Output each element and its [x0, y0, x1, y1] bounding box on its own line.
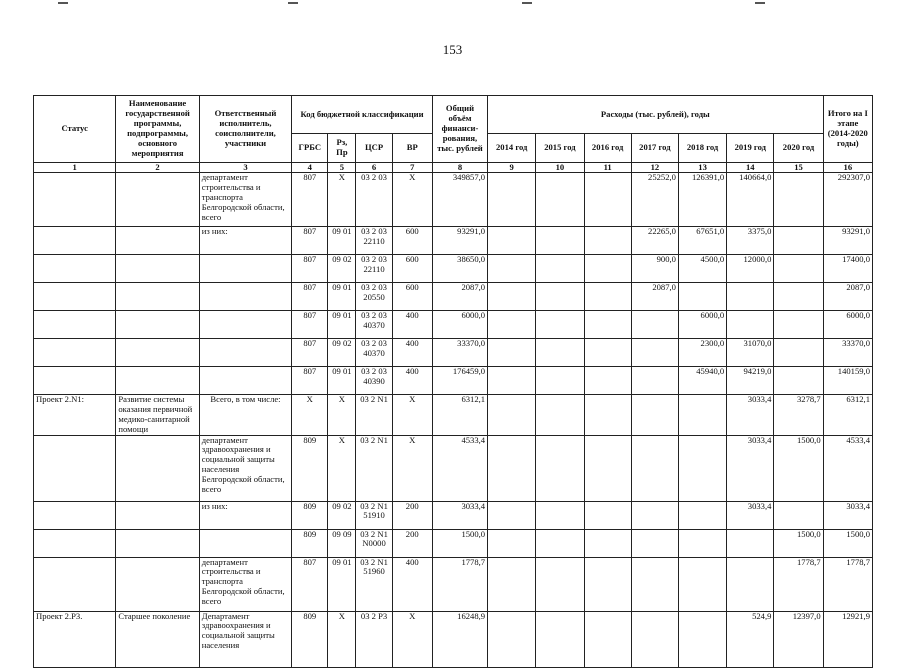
column-number-row — [34, 163, 873, 173]
cell-stage-total: 93291,0 — [823, 227, 872, 255]
cell-year-2017: 2087,0 — [631, 283, 678, 311]
cell-total: 38650,0 — [432, 255, 487, 283]
cell-rz-pr: Х — [328, 173, 356, 227]
cell-year-2015 — [536, 339, 584, 367]
cell-year-2014 — [488, 529, 536, 557]
cell-grbs: 807 — [292, 255, 328, 283]
cell-grbs: 809 — [292, 529, 328, 557]
table-row — [34, 529, 873, 557]
cell-stage-total: 12921,9 — [823, 611, 872, 667]
cell-executor: из них: — [199, 501, 291, 529]
cell-year-2017 — [631, 311, 678, 339]
cell-year-2014 — [488, 395, 536, 436]
cell-grbs: 807 — [292, 173, 328, 227]
column-number: 11 — [584, 163, 631, 173]
cell-year-2017 — [631, 611, 678, 667]
cell-csr: 03 2 03 22110 — [356, 227, 392, 255]
cell-year-2017 — [631, 339, 678, 367]
cell-stage-total: 17400,0 — [823, 255, 872, 283]
cell-year-2018: 2300,0 — [678, 339, 726, 367]
cell-rz-pr: 09 01 — [328, 227, 356, 255]
cell-executor: департамент строительства и транспорта Белгородской области, всего — [199, 173, 291, 227]
cell-year-2017: 25252,0 — [631, 173, 678, 227]
cell-status — [34, 339, 116, 367]
cell-vr: 600 — [392, 227, 432, 255]
cell-status — [34, 255, 116, 283]
cell-name — [116, 311, 199, 339]
cell-year-2019: 524,9 — [727, 611, 774, 667]
cell-year-2016 — [584, 435, 631, 501]
cell-rz-pr: 09 01 — [328, 283, 356, 311]
cell-stage-total: 6312,1 — [823, 395, 872, 436]
column-number: 1 — [34, 163, 116, 173]
cell-total: 2087,0 — [432, 283, 487, 311]
column-number: 9 — [488, 163, 536, 173]
cell-year-2017: 22265,0 — [631, 227, 678, 255]
cell-year-2014 — [488, 227, 536, 255]
header-status: Статус — [34, 96, 116, 163]
cell-status: Проект 2.Р3. — [34, 611, 116, 667]
cell-year-2020 — [774, 173, 823, 227]
cell-year-2015 — [536, 173, 584, 227]
cell-status — [34, 283, 116, 311]
column-number: 12 — [631, 163, 678, 173]
header-vr: ВР — [392, 134, 432, 163]
cell-year-2015 — [536, 255, 584, 283]
scan-mark — [522, 2, 532, 4]
cell-year-2016 — [584, 501, 631, 529]
cell-year-2019: 3033,4 — [727, 501, 774, 529]
cell-grbs: 807 — [292, 227, 328, 255]
cell-name — [116, 557, 199, 611]
cell-status — [34, 227, 116, 255]
cell-total: 349857,0 — [432, 173, 487, 227]
cell-vr: 600 — [392, 255, 432, 283]
cell-year-2020: 1778,7 — [774, 557, 823, 611]
table-row — [34, 435, 873, 501]
cell-year-2020 — [774, 339, 823, 367]
cell-rz-pr: 09 02 — [328, 501, 356, 529]
header-year-2018: 2018 год — [678, 134, 726, 163]
scan-mark — [288, 2, 298, 4]
header-year-2019: 2019 год — [727, 134, 774, 163]
cell-year-2019 — [727, 311, 774, 339]
cell-rz-pr: Х — [328, 611, 356, 667]
cell-csr: 03 2 03 40390 — [356, 367, 392, 395]
cell-year-2014 — [488, 173, 536, 227]
cell-name — [116, 283, 199, 311]
cell-vr: 600 — [392, 283, 432, 311]
cell-vr: Х — [392, 611, 432, 667]
cell-year-2018: 4500,0 — [678, 255, 726, 283]
cell-executor — [199, 529, 291, 557]
cell-total: 1500,0 — [432, 529, 487, 557]
column-number: 3 — [199, 163, 291, 173]
cell-status — [34, 367, 116, 395]
cell-year-2018: 67651,0 — [678, 227, 726, 255]
cell-executor: департамент здравоохранения и социальной защиты населения Белгородской области, всего — [199, 435, 291, 501]
table-row — [34, 557, 873, 611]
cell-stage-total: 292307,0 — [823, 173, 872, 227]
cell-total: 1778,7 — [432, 557, 487, 611]
table-row — [34, 339, 873, 367]
cell-name — [116, 255, 199, 283]
cell-vr: 400 — [392, 367, 432, 395]
cell-year-2018 — [678, 435, 726, 501]
cell-name: Развитие системы оказания первичной медико-санитарной помощи — [116, 395, 199, 436]
header-year-2015: 2015 год — [536, 134, 584, 163]
cell-year-2018: 6000,0 — [678, 311, 726, 339]
cell-stage-total: 4533,4 — [823, 435, 872, 501]
cell-grbs: 809 — [292, 611, 328, 667]
cell-grbs: 807 — [292, 311, 328, 339]
column-number: 5 — [328, 163, 356, 173]
cell-csr: 03 2 N1 N0000 — [356, 529, 392, 557]
cell-status — [34, 311, 116, 339]
cell-year-2016 — [584, 173, 631, 227]
page-number: 153 — [442, 42, 463, 57]
cell-year-2019: 31070,0 — [727, 339, 774, 367]
cell-year-2020 — [774, 367, 823, 395]
cell-vr: 200 — [392, 529, 432, 557]
cell-year-2020: 12397,0 — [774, 611, 823, 667]
table-body — [34, 173, 873, 668]
cell-csr: 03 2 03 20550 — [356, 283, 392, 311]
cell-year-2014 — [488, 283, 536, 311]
cell-executor — [199, 255, 291, 283]
cell-year-2015 — [536, 283, 584, 311]
cell-executor: департамент строительства и транспорта Белгородской области, всего — [199, 557, 291, 611]
cell-year-2019: 3033,4 — [727, 395, 774, 436]
cell-year-2015 — [536, 227, 584, 255]
header-year-2020: 2020 год — [774, 134, 823, 163]
cell-grbs: 807 — [292, 557, 328, 611]
cell-grbs: 807 — [292, 367, 328, 395]
cell-year-2020 — [774, 501, 823, 529]
table-row — [34, 395, 873, 436]
cell-year-2014 — [488, 611, 536, 667]
column-number: 10 — [536, 163, 584, 173]
header-rz-pr: Рз, Пр — [328, 134, 356, 163]
cell-year-2014 — [488, 435, 536, 501]
cell-year-2016 — [584, 557, 631, 611]
budget-table — [33, 95, 873, 668]
cell-rz-pr: 09 02 — [328, 339, 356, 367]
cell-name — [116, 173, 199, 227]
table-row — [34, 173, 873, 227]
column-number: 8 — [432, 163, 487, 173]
cell-rz-pr: 09 01 — [328, 311, 356, 339]
cell-stage-total: 1778,7 — [823, 557, 872, 611]
cell-csr: 03 2 N1 — [356, 435, 392, 501]
cell-year-2020: 1500,0 — [774, 435, 823, 501]
column-number: 2 — [116, 163, 199, 173]
column-number: 7 — [392, 163, 432, 173]
cell-year-2016 — [584, 339, 631, 367]
header-budget-code: Код бюджетной классификации — [292, 96, 433, 134]
cell-grbs: Х — [292, 395, 328, 436]
table-row — [34, 367, 873, 395]
cell-year-2016 — [584, 227, 631, 255]
cell-grbs: 807 — [292, 339, 328, 367]
cell-year-2014 — [488, 557, 536, 611]
cell-stage-total: 3033,4 — [823, 501, 872, 529]
cell-year-2019 — [727, 557, 774, 611]
cell-status — [34, 173, 116, 227]
cell-year-2018 — [678, 283, 726, 311]
cell-csr: 03 2 03 40370 — [356, 311, 392, 339]
cell-csr: 03 2 03 40370 — [356, 339, 392, 367]
cell-year-2015 — [536, 529, 584, 557]
cell-status — [34, 435, 116, 501]
cell-vr: Х — [392, 173, 432, 227]
cell-year-2017 — [631, 529, 678, 557]
cell-year-2014 — [488, 339, 536, 367]
cell-total: 33370,0 — [432, 339, 487, 367]
cell-rz-pr: Х — [328, 435, 356, 501]
cell-year-2017 — [631, 501, 678, 529]
cell-year-2020: 1500,0 — [774, 529, 823, 557]
cell-csr: 03 2 03 — [356, 173, 392, 227]
cell-stage-total: 140159,0 — [823, 367, 872, 395]
cell-year-2017 — [631, 557, 678, 611]
column-number: 13 — [678, 163, 726, 173]
cell-csr: 03 2 N1 51910 — [356, 501, 392, 529]
cell-total: 3033,4 — [432, 501, 487, 529]
cell-total: 6312,1 — [432, 395, 487, 436]
cell-year-2018 — [678, 501, 726, 529]
cell-year-2019: 140664,0 — [727, 173, 774, 227]
cell-stage-total: 2087,0 — [823, 283, 872, 311]
cell-year-2020 — [774, 311, 823, 339]
cell-executor — [199, 311, 291, 339]
cell-year-2020: 3278,7 — [774, 395, 823, 436]
cell-year-2019: 3375,0 — [727, 227, 774, 255]
table-row — [34, 227, 873, 255]
cell-status: Проект 2.N1: — [34, 395, 116, 436]
column-number: 15 — [774, 163, 823, 173]
cell-vr: 400 — [392, 557, 432, 611]
cell-year-2016 — [584, 395, 631, 436]
cell-status — [34, 557, 116, 611]
header-year-2017: 2017 год — [631, 134, 678, 163]
header-stage-total: Итого на I этапе (2014-2020 годы) — [823, 96, 872, 163]
scan-mark — [755, 2, 765, 4]
cell-year-2017 — [631, 395, 678, 436]
cell-executor — [199, 339, 291, 367]
cell-year-2018 — [678, 529, 726, 557]
cell-year-2015 — [536, 557, 584, 611]
header-expenses: Расходы (тыс. рублей), годы — [488, 96, 824, 134]
cell-year-2020 — [774, 255, 823, 283]
cell-year-2014 — [488, 367, 536, 395]
cell-year-2019 — [727, 283, 774, 311]
column-number: 4 — [292, 163, 328, 173]
cell-year-2014 — [488, 501, 536, 529]
cell-year-2019: 94219,0 — [727, 367, 774, 395]
cell-vr: 400 — [392, 311, 432, 339]
cell-year-2015 — [536, 367, 584, 395]
cell-rz-pr: Х — [328, 395, 356, 436]
cell-year-2015 — [536, 435, 584, 501]
cell-total: 4533,4 — [432, 435, 487, 501]
cell-year-2014 — [488, 255, 536, 283]
table-row — [34, 311, 873, 339]
header-grbs: ГРБС — [292, 134, 328, 163]
cell-executor: Департамент здравоохранения и социальной защиты населения — [199, 611, 291, 667]
column-number: 14 — [727, 163, 774, 173]
cell-rz-pr: 09 01 — [328, 367, 356, 395]
cell-csr: 03 2 N1 51960 — [356, 557, 392, 611]
cell-year-2018 — [678, 395, 726, 436]
cell-name — [116, 227, 199, 255]
cell-csr: 03 2 Р3 — [356, 611, 392, 667]
header-executor: Ответственный исполнитель, соисполнители, участники — [199, 96, 291, 163]
cell-year-2020 — [774, 283, 823, 311]
cell-status — [34, 529, 116, 557]
cell-year-2017 — [631, 367, 678, 395]
cell-year-2017: 900,0 — [631, 255, 678, 283]
cell-rz-pr: 09 02 — [328, 255, 356, 283]
header-total: Общий объём финанси-рования, тыс. рублей — [432, 96, 487, 163]
cell-status — [34, 501, 116, 529]
column-number: 6 — [356, 163, 392, 173]
table-row — [34, 611, 873, 667]
cell-csr: 03 2 N1 — [356, 395, 392, 436]
cell-year-2015 — [536, 611, 584, 667]
cell-total: 16248,9 — [432, 611, 487, 667]
cell-year-2014 — [488, 311, 536, 339]
cell-year-2015 — [536, 311, 584, 339]
cell-grbs: 809 — [292, 435, 328, 501]
cell-vr: Х — [392, 435, 432, 501]
cell-total: 176459,0 — [432, 367, 487, 395]
table-row — [34, 283, 873, 311]
cell-year-2016 — [584, 529, 631, 557]
header-name: Наименование государственной программы, подпрограммы, основного мероприятия — [116, 96, 199, 163]
cell-vr: 400 — [392, 339, 432, 367]
cell-year-2018 — [678, 611, 726, 667]
cell-total: 6000,0 — [432, 311, 487, 339]
cell-name — [116, 501, 199, 529]
cell-year-2016 — [584, 283, 631, 311]
cell-grbs: 807 — [292, 283, 328, 311]
cell-year-2020 — [774, 227, 823, 255]
cell-stage-total: 33370,0 — [823, 339, 872, 367]
cell-year-2016 — [584, 611, 631, 667]
cell-executor — [199, 367, 291, 395]
cell-total: 93291,0 — [432, 227, 487, 255]
cell-stage-total: 1500,0 — [823, 529, 872, 557]
cell-rz-pr: 09 01 — [328, 557, 356, 611]
cell-year-2016 — [584, 367, 631, 395]
cell-year-2018 — [678, 557, 726, 611]
cell-csr: 03 2 03 22110 — [356, 255, 392, 283]
cell-name: Старшее поколение — [116, 611, 199, 667]
cell-year-2019: 12000,0 — [727, 255, 774, 283]
cell-vr: 200 — [392, 501, 432, 529]
table-row — [34, 501, 873, 529]
cell-rz-pr: 09 09 — [328, 529, 356, 557]
cell-year-2018: 126391,0 — [678, 173, 726, 227]
cell-name — [116, 339, 199, 367]
cell-name — [116, 435, 199, 501]
scan-mark — [58, 2, 68, 4]
header-year-2014: 2014 год — [488, 134, 536, 163]
header-csr: ЦСР — [356, 134, 392, 163]
cell-year-2019: 3033,4 — [727, 435, 774, 501]
cell-year-2017 — [631, 435, 678, 501]
cell-name — [116, 529, 199, 557]
cell-year-2018: 45940,0 — [678, 367, 726, 395]
cell-executor — [199, 283, 291, 311]
cell-stage-total: 6000,0 — [823, 311, 872, 339]
cell-year-2016 — [584, 311, 631, 339]
cell-name — [116, 367, 199, 395]
cell-year-2015 — [536, 395, 584, 436]
header-year-2016: 2016 год — [584, 134, 631, 163]
table-row — [34, 255, 873, 283]
cell-executor: из них: — [199, 227, 291, 255]
cell-vr: Х — [392, 395, 432, 436]
column-number: 16 — [823, 163, 872, 173]
cell-executor: Всего, в том числе: — [199, 395, 291, 436]
cell-year-2015 — [536, 501, 584, 529]
cell-year-2019 — [727, 529, 774, 557]
cell-grbs: 809 — [292, 501, 328, 529]
cell-year-2016 — [584, 255, 631, 283]
